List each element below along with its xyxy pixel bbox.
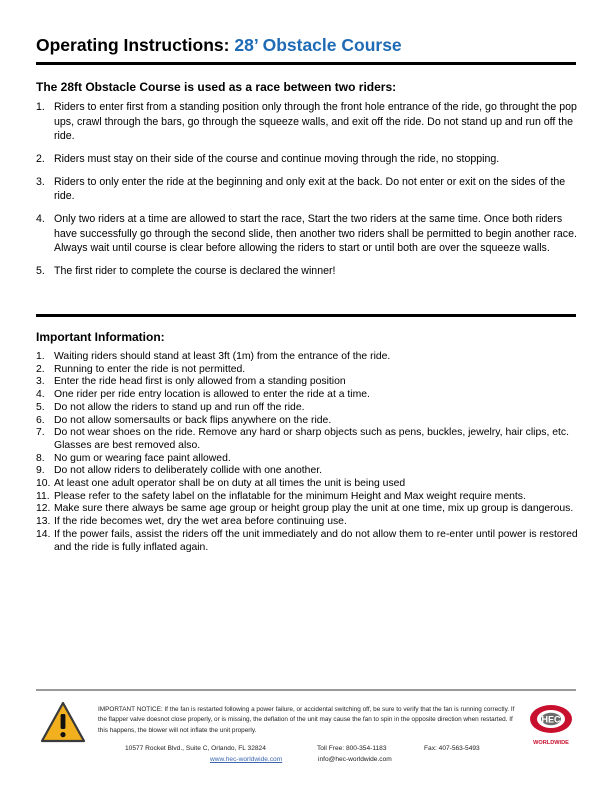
list-item: 4. Only two riders at a time are allowed to start the race, Start the two riders at the same time. Once both riders have successfully go through the second slide, then another two riders shall be permitted to begin another race. Always wait until course is clear before allowing the riders to start or until both are over the squeeze walls. [36,213,577,255]
list-item: 2. Running to enter the ride is not permitted. [36,363,246,375]
list-item: 1. Waiting riders should stand at least 3ft (1m) from the entrance of the ride. [36,351,391,362]
list-item: 3. Riders to only enter the ride at the beginning and only exit at the back. Do not enter or exit on the sides of the ride. [36,175,566,203]
list-item: 5. The first rider to complete the course is declared the winner! [36,265,336,278]
important-notice: IMPORTANT NOTICE: If the fan is restarted following a power failure, or accidental switching off, be sure to verify that the fan is running correctly. If the flapper valve doesnot close properly, or is missing, the deflation of the unit may cause the fan to spin in the opposite direction when restarted. If this happens, the blower will not inflate the unit properly. [98,706,515,734]
list-item: 4. One rider per ride entry location is allowed to enter the ride at a time. [36,389,370,401]
list-item: 1. Riders to enter first from a standing position only through the front hole entrance of the ride, go throught the pop ups, crawl through the bars, go through the squeeze walls, and exit off the ride. Do not stand up and run off the ride. [36,101,577,143]
section2-heading: Important Information: [36,330,165,344]
list-item: 5. Do not allow the riders to stand up and run off the ride. [36,401,305,413]
top-divider [36,62,576,65]
list-item: 9. Do not allow riders to deliberately collide with one another. [36,465,322,477]
logo-subtext: WORLDWIDE [533,740,569,746]
list-item: 7. Do not wear shoes on the ride. Remove any hard or sharp objects such as pens, buckles, jewelry, hair clips, etc. Glasses are best removed also. [36,427,569,451]
fax-number: Fax: 407-563-5493 [424,745,480,752]
list-item: 14. If the power fails, assist the riders off the unit immediately and do not allow them to re-enter until power is restored and the ride is fully inflated again. [36,528,578,553]
title-prefix: Operating Instructions: [36,35,235,55]
logo-text: HEC [541,714,561,725]
hec-logo [526,700,576,750]
list-item: 2. Riders must stay on their side of the course and continue moving through the ride, no stopping. [36,152,500,165]
email-link[interactable]: info@hec-worldwide.com [318,756,392,763]
race-instructions-list [36,100,578,287]
list-item: 13. If the ride becomes wet, dry the wet area before continuing use. [36,516,347,528]
company-address: 10577 Rocket Blvd., Suite C, Orlando, FL 32824 [125,745,266,752]
website-link[interactable]: www.hec-worldwide.com [210,756,283,763]
footer-divider [36,689,576,691]
toll-free-number: Toll Free: 800-354-1183 [317,745,387,752]
list-item: 8. No gum or wearing face paint allowed. [36,452,231,464]
list-item: 10. At least one adult operator shall be on duty at all times the unit is being used [36,478,406,490]
important-info-list [36,351,578,554]
list-item: 3. Enter the ride head first is only allowed from a standing position [36,376,346,388]
title-accent: 28’ Obstacle Course [234,35,402,55]
page-title [36,35,402,56]
list-item: 11. Please refer to the safety label on the inflatable for the minimum Height and Max weight require ments. [36,490,526,502]
list-item: 12. Make sure there always be same age group or height group play the unit at one time, mix up group is dangerous. [36,503,574,515]
warning-triangle-icon [40,701,86,743]
section1-heading: The 28ft Obstacle Course is used as a race between two riders: [36,80,397,94]
middle-divider [36,314,576,317]
list-item: 6. Do not allow somersaults or back flips anywhere on the ride. [36,414,332,426]
